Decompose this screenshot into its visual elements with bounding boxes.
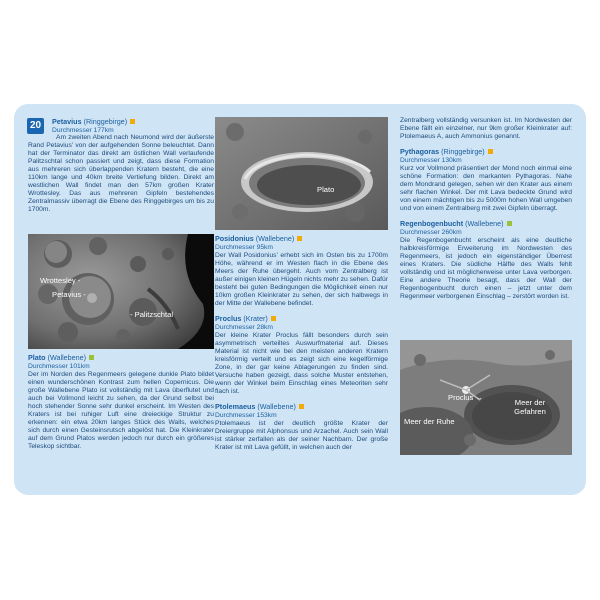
ptolemaeus-title: Ptolemaeus: [215, 401, 256, 411]
petavius-body: [28, 134, 214, 214]
label-meer-der-ruhe: Meer der Ruhe: [404, 417, 455, 426]
ptolemaeus-type: (Wallebene): [257, 401, 296, 411]
orange-marker-icon: [297, 236, 302, 241]
pythagoras-diameter: Durchmesser 130km: [400, 156, 462, 164]
posidonius-type: (Wallebene): [255, 234, 295, 243]
proclus-text: Der kleine Krater Proclus fällt besonders durch sein asymmetrisch verteiltes Auswurfmaterial auf. Dieses Material ist nicht wie bei den meisten anderen Kratern kreisförmig verteilt und es zeigt sich eine kegelförmige Zone, in der gar keine Ablagerungen zu finden sind. Versuche haben gezeigt, dass solche Muster entstehen, wenn der Winkel beim Einschlag eines Meteoriten sehr flach ist.: [215, 331, 388, 395]
label-palitzschtal: - Palitzschtal: [130, 310, 174, 319]
regenbogenbucht-type: (Wallebene): [465, 219, 504, 229]
proclus-title: Proclus: [215, 313, 242, 323]
plato-type: (Wallebene): [47, 353, 87, 362]
petavius-text: Am zweiten Abend nach Neumond wird der äußerste Rand Petavius’ von der aufgehenden Sonne beleuchtet. Dann hat der Terminator das direkt am östlichen Wall verlaufende Palitzschtal schon passiert und zeigt, dass diese Formation aus mehreren sich überlappenden Kratern besteht, die eine 110km lange und 40km breite Vertiefung bilden. Direkt am westlichen Wall findet man den 57km großen Krater Wrottesley. Das aus mehreren Gipfeln bestehendes Zentralmassiv überragt die Ebene des Ringgebirges um bis zu 1700m.: [28, 134, 214, 214]
ptolemaeus-text-continued: Zentralberg vollständig versunken ist. Im Nordwesten der Ebene fällt ein einzelner, nur 9km großer Kleinkrater auf: Ptolemaeus A, auch Ammonius genannt.: [400, 117, 572, 141]
posidonius-text: Der Wall Posidonius’ erhebt sich im Osten bis zu 1700m Höhe, während er im Westen flach in die Ebene des Meers der Ruhe übergeht. Auch vom Zentralberg ist außer einigen kleinen Hügeln nichts mehr zu sehen. Dafür besteht bei guten Bedingungen die Möglichkeit einen nur 10km großen Kleinkrater zu sehen, der sich halbwegs in der Mitte der Wallebene befindet.: [215, 251, 388, 307]
regenbogenbucht-diameter: Durchmesser 260km: [400, 228, 462, 236]
label-petavius: Petavius -: [52, 290, 86, 299]
ptolemaeus-diameter: Durchmesser 153km: [215, 411, 277, 419]
green-marker-icon: [89, 355, 94, 360]
label-proclus: Proclus →: [448, 393, 484, 402]
petavius-header: [52, 118, 214, 135]
label-wrottesley: Wrottesley -: [40, 276, 81, 285]
petavius-diameter: Durchmesser 177km: [52, 126, 114, 134]
proclus-photo: [400, 340, 572, 455]
orange-marker-icon: [488, 149, 493, 154]
petavius-title: Petavius: [52, 117, 82, 126]
plato-title: Plato: [28, 353, 46, 362]
plato-diameter: Durchmesser 101km: [28, 362, 90, 370]
petavius-type: (Ringgebirge): [83, 117, 128, 126]
posidonius-title: Posidonius: [215, 234, 254, 243]
plato-text: Der im Norden des Regenmeers gelegene dunkle Plato bildet einen wunderschönen Kontrast zum hellen Copernicus. Die große Wallebene Plato ist vollständig mit Lava überflutet und auch bei Vollmond leicht zu sehen, da der Grund selbst bei hoch stehender Sonne sehr dunkel erscheint. Im Westen des Kraters ist bei ruhiger Luft eine dreieckige Struktur zu erkennen: ein etwa 20km langes Stück des Walls, welches sich durch einen Gesteinsrutsch abgelöst hat. Die Kleinkrater auf dem Grund Platos werden jedoch nur durch ein größeres Teleskop sichtbar.: [28, 370, 214, 451]
pythagoras-text: Kurz vor Vollmond präsentiert der Mond noch einmal eine schöne Formation: den markanten Pythagoras. Nahe dem Mondrand gelegen, sehen wir den Krater aus einem sehr flachen Winkel. Der mit Lava bedeckte Grund wird von einem mächtigen bis zu 5000m hohen Wall umgeben und von einem Zentralberg mit zwei Gipfeln überragt.: [400, 164, 572, 213]
pythagoras-title: Pythagoras: [400, 147, 440, 157]
label-meer-der-gefahren: Meer der Gefahren: [514, 398, 546, 416]
orange-marker-icon: [299, 404, 304, 409]
plato-section: [28, 354, 214, 451]
pythagoras-type: (Ringgebirge): [441, 147, 485, 157]
plato-photo: [215, 117, 388, 230]
petavius-photo: [28, 234, 214, 349]
ptolemaeus-text: Ptolemaeus ist der deutlich größte Krater der Dreiergruppe mit Alphonsus und Arzachel. Auch sein Wall ist stärker zerfallen als der seiner Nachbarn. Der große Krater ist mit Lava gefüllt, in welchen auch der: [215, 419, 388, 451]
page-number-badge: 20: [27, 118, 44, 134]
proclus-diameter: Durchmesser 28km: [215, 323, 273, 331]
middle-column: [215, 235, 388, 452]
posidonius-diameter: Durchmesser 95km: [215, 243, 273, 251]
page-card: [14, 104, 586, 495]
regenbogenbucht-title: Regenbogenbucht: [400, 219, 464, 229]
regenbogenbucht-text: Die Regenbogenbucht erscheint als eine deutliche halbkreisförmige Erweiterung im Nordwesten des Regenmeers, ist jedoch ein eigenständiger Überrest eines Kraters. Die südliche Hälfte des Walls fehlt vollständig und ist möglicherweise unter Lava verborgen. Eine andere Theorie besagt, dass der Wall der Regenbogenbucht durch einen – jetzt unter dem Regenmeer verborgenen Einschlag – zerstört worden ist.: [400, 236, 572, 301]
label-plato: Plato: [317, 185, 335, 194]
right-column: [400, 117, 572, 301]
orange-marker-icon: [271, 316, 276, 321]
proclus-type: (Krater): [243, 313, 268, 323]
orange-marker-icon: [130, 119, 135, 124]
green-marker-icon: [507, 221, 512, 226]
